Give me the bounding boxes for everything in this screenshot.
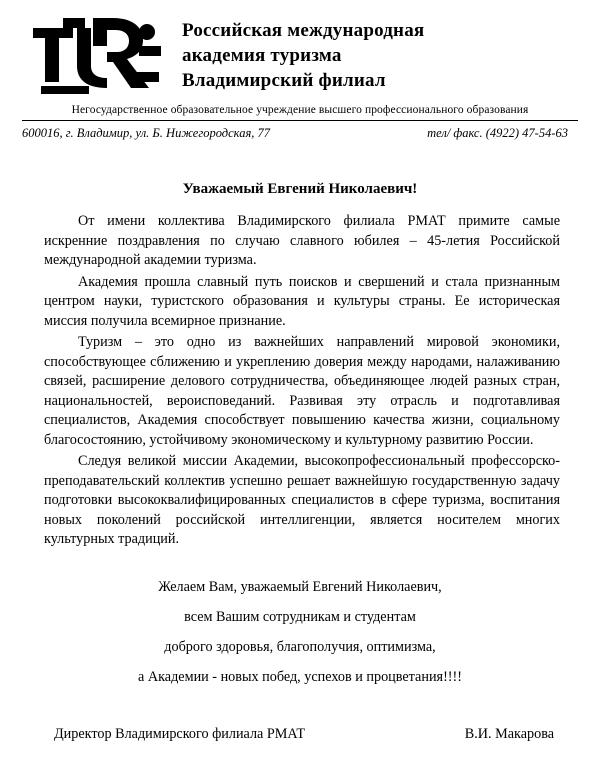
- address-text: 600016, г. Владимир, ул. Б. Нижегородская, 77: [22, 126, 271, 140]
- org-line-1: Российская международная: [182, 20, 425, 41]
- salutation: Уважаемый Евгений Николаевич!: [182, 181, 418, 197]
- wish-line: а Академии - новых побед, успехов и процветания!!!!: [138, 668, 462, 685]
- org-line-2: академия туризма: [182, 45, 342, 66]
- logo-container: [22, 12, 172, 98]
- phone-text: тел/ факс. (4922) 47-54-63: [427, 126, 568, 140]
- org-line-3: Владимирский филиал: [182, 70, 386, 91]
- letter-body: [22, 212, 578, 550]
- signature-name: В.И. Макарова: [464, 725, 554, 742]
- wish-line: Желаем Вам, уважаемый Евгений Николаевич,: [158, 578, 442, 595]
- rmat-logo-icon: [27, 16, 167, 98]
- paragraph: От имени коллектива Владимирского филиала РМАТ примите самые искренние поздравления по случаю славного юбилея – 45-летия Российской международной академии туризма.: [44, 213, 560, 268]
- signature-block: [22, 726, 578, 743]
- contact-row: [22, 121, 578, 141]
- paragraph: Следуя великой миссии Академии, высокопрофессиональный профессорско-преподавательский коллектив успешно решает важнейшую государственную задачу подготовки высококвалифицированных специалистов в сфере туризма, воспитания новых поколений российской интеллигенции, является носителем многих культурных традиций.: [44, 453, 560, 547]
- organization-subtitle: Негосударственное образовательное учреждение высшего профессионального образования: [71, 104, 529, 116]
- wish-line: всем Вашим сотрудникам и студентам: [184, 608, 416, 625]
- paragraph: Академия прошла славный путь поисков и свершений и стала признанным центром науки, туристского образования и культуры страны. Ее историческая миссия получила всемирное признание.: [44, 273, 560, 329]
- wish-line: доброго здоровья, благополучия, оптимизма,: [164, 638, 436, 655]
- wishes-block: [22, 572, 578, 692]
- letterhead: [22, 0, 578, 98]
- organization-name: [172, 12, 578, 93]
- paragraph: Туризм – это одно из важнейших направлений мировой экономики, способствующее сближению и укреплению доверия между народами, налаживанию связей, расширение делового сотрудничества, объединяющее людей разных стран, национальностей, вероисповеданий. Развивая эту отрасль и подготавливая специалистов, Академия способствует повышению качества жизни, социальному благосостоянию, устойчивому экономическому и культурному развитию России.: [44, 334, 560, 448]
- signature-position: Директор Владимирского филиала РМАТ: [54, 725, 306, 742]
